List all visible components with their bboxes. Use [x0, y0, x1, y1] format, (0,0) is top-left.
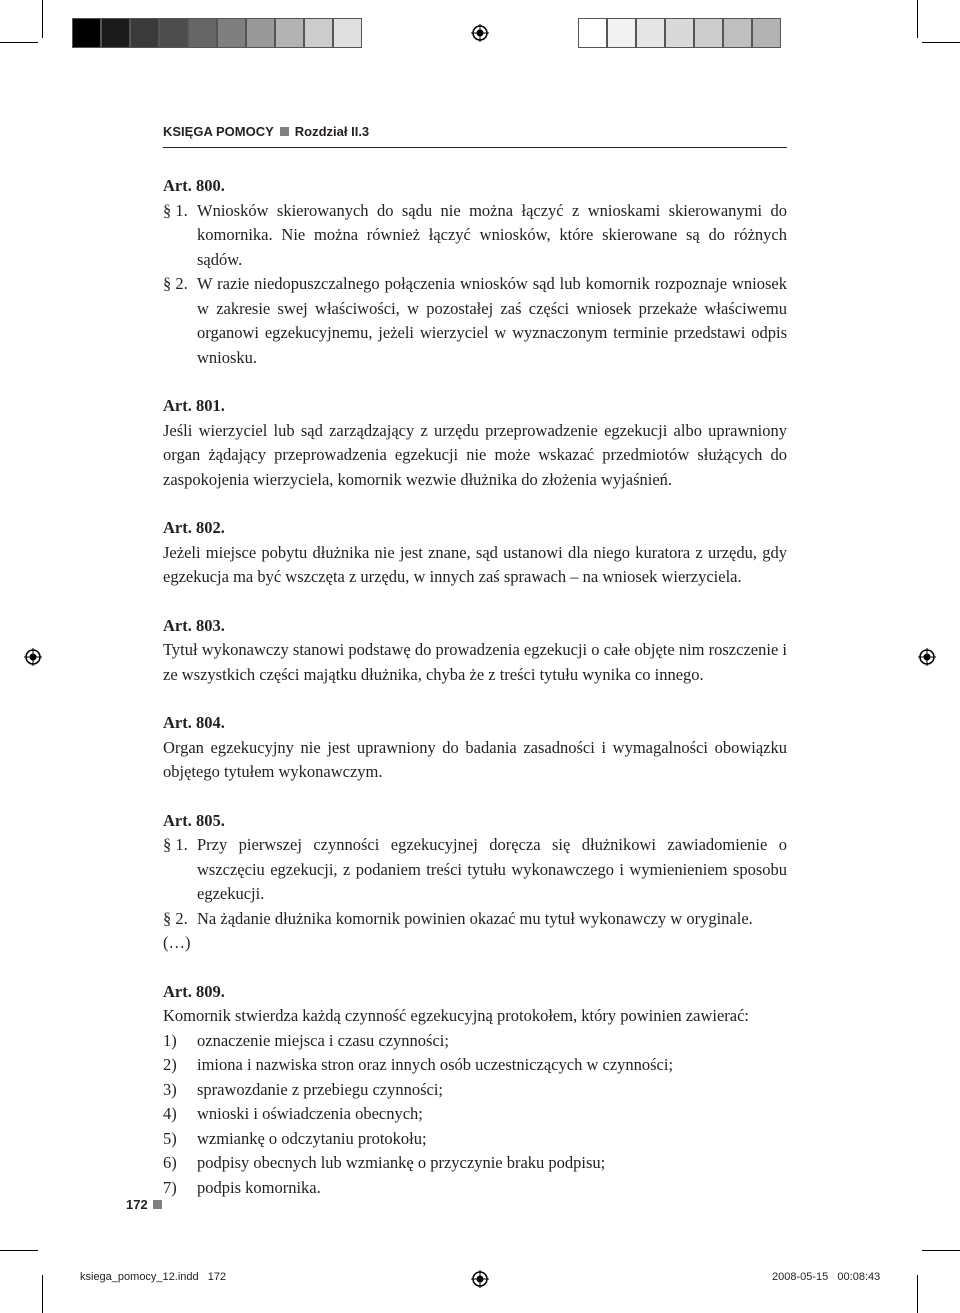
article-805 — [163, 809, 787, 956]
omission-mark: (…) — [163, 933, 191, 952]
article-804 — [163, 711, 787, 785]
list-number: 4) — [163, 1104, 177, 1123]
paragraph-item — [163, 833, 787, 907]
paragraph-number: § 2. — [163, 908, 188, 928]
list-item — [163, 1102, 787, 1127]
crop-mark — [0, 1250, 38, 1251]
list-item — [163, 1053, 787, 1078]
slug-date: 2008-05-15 00:08:43 — [772, 1271, 881, 1283]
article-title: Art. 809. — [163, 981, 225, 1001]
crop-mark — [922, 1250, 960, 1251]
page-number — [126, 1197, 162, 1212]
crop-mark — [0, 42, 38, 43]
list-text: wnioski i oświadczenia obecnych; — [197, 1104, 423, 1123]
list-number: 6) — [163, 1153, 177, 1172]
list-number: 2) — [163, 1055, 177, 1074]
page-number-text: 172 — [126, 1197, 148, 1212]
list-number: 1) — [163, 1030, 177, 1050]
paragraph-text: Przy pierwszej czynności egzekucyjnej doręcza się dłużnikowi zawiadomienie o wszczęciu egzekucji, z podaniem treści tytułu wykonawczego i wymienieniem sposobu egzekucji. — [197, 835, 787, 903]
article-text: Organ egzekucyjny nie jest uprawniony do badania zasadności i wymagalności obowiązku objętego tytułem wykonawczym. — [163, 737, 787, 781]
article-809 — [163, 980, 787, 1201]
header-rule — [163, 147, 787, 148]
article-title: Art. 801. — [163, 396, 225, 415]
square-bullet-icon — [280, 127, 289, 136]
crop-mark — [917, 0, 918, 38]
list-item — [163, 1176, 787, 1201]
list-text: imiona i nazwiska stron oraz innych osób uczestniczących w czynności; — [197, 1055, 674, 1074]
list-text: sprawozdanie z przebiegu czynności; — [197, 1079, 444, 1099]
registration-mark-icon — [471, 1270, 489, 1288]
registration-mark-icon — [918, 648, 936, 666]
list-item — [163, 1078, 787, 1103]
paragraph-number: § 2. — [163, 274, 188, 293]
article-801 — [163, 394, 787, 492]
color-bar-left — [72, 18, 362, 48]
article-800 — [163, 174, 787, 370]
crop-mark — [42, 0, 43, 38]
square-bullet-icon — [153, 1200, 162, 1209]
color-bar-right — [578, 18, 781, 48]
paragraph-text: Wniosków skierowanych do sądu nie można łączyć z wnioskami skierowanymi do komornika. Nie można również łączyć wniosków, które skierowane są do różnych sądów. — [197, 200, 787, 269]
paragraph-text: W razie niedopuszczalnego połączenia wniosków sąd lub komornik rozpoznaje wniosek w zakresie swej właściwości, w pozostałej zaś części wniosek przekaże właściwemu organowi egzekucyjnemu, jeżeli wierzyciel w wyznaczonym terminie przedstawi odpis wniosku. — [197, 274, 787, 367]
article-text: Jeśli wierzyciel lub sąd zarządzający z urzędu przeprowadzenie egzekucji albo uprawniony organ żądający przeprowadzenia egzekucji nie może wskazać przedmiotów służących do zaspokojenia wierzyciela, komornik wezwie dłużnika do złożenia wyjaśnień. — [163, 420, 787, 489]
crop-mark — [922, 42, 960, 43]
chapter-title: Rozdział II.3 — [294, 124, 370, 139]
paragraph-item — [163, 907, 787, 932]
registration-mark-icon — [24, 648, 42, 666]
article-text: Jeżeli miejsce pobytu dłużnika nie jest znane, sąd ustanowi dla niego kuratora z urzędu, gdy egzekucja ma być wszczęta z urzędu, w innych zaś sprawach – na wniosek wierzyciela. — [163, 542, 787, 586]
article-title: Art. 804. — [163, 713, 225, 732]
list-text: oznaczenie miejsca i czasu czynności; — [197, 1030, 449, 1050]
list-item — [163, 1127, 787, 1152]
list-number: 5) — [163, 1128, 177, 1148]
list-text: podpisy obecnych lub wzmiankę o przyczynie braku podpisu; — [197, 1153, 606, 1172]
list-number: 7) — [163, 1177, 177, 1197]
list-text: podpis komornika. — [197, 1177, 321, 1197]
list-number: 3) — [163, 1079, 177, 1099]
paragraph-item — [163, 199, 787, 273]
article-title: Art. 802. — [163, 518, 225, 537]
crop-mark — [42, 1275, 43, 1313]
page-body — [163, 174, 787, 1224]
paragraph-item — [163, 272, 787, 370]
crop-mark — [917, 1275, 918, 1313]
article-text: Tytuł wykonawczy stanowi podstawę do prowadzenia egzekucji o całe objęte nim roszczenie i ze wszystkich części majątku dłużnika, chyba że z treści tytułu wynika co innego. — [163, 640, 787, 684]
registration-mark-icon — [471, 24, 489, 42]
article-title: Art. 800. — [163, 176, 225, 195]
paragraph-number: § 1. — [163, 835, 188, 854]
paragraph-number: § 1. — [163, 200, 188, 220]
list-text: wzmiankę o odczytaniu protokołu; — [197, 1128, 427, 1148]
list-item — [163, 1151, 787, 1176]
book-title: KSIĘGA POMOCY — [163, 124, 274, 139]
article-803 — [163, 614, 787, 688]
article-802 — [163, 516, 787, 590]
paragraph-text: Na żądanie dłużnika komornik powinien okazać mu tytuł wykonawczy w oryginale. — [197, 908, 753, 928]
article-intro: Komornik stwierdza każdą czynność egzekucyjną protokołem, który powinien zawierać: — [163, 1006, 749, 1025]
article-title: Art. 805. — [163, 810, 225, 830]
list-item — [163, 1029, 787, 1054]
slug-file: ksiega_pomocy_12.indd 172 — [80, 1271, 227, 1283]
running-header — [163, 124, 369, 139]
article-title: Art. 803. — [163, 615, 225, 635]
